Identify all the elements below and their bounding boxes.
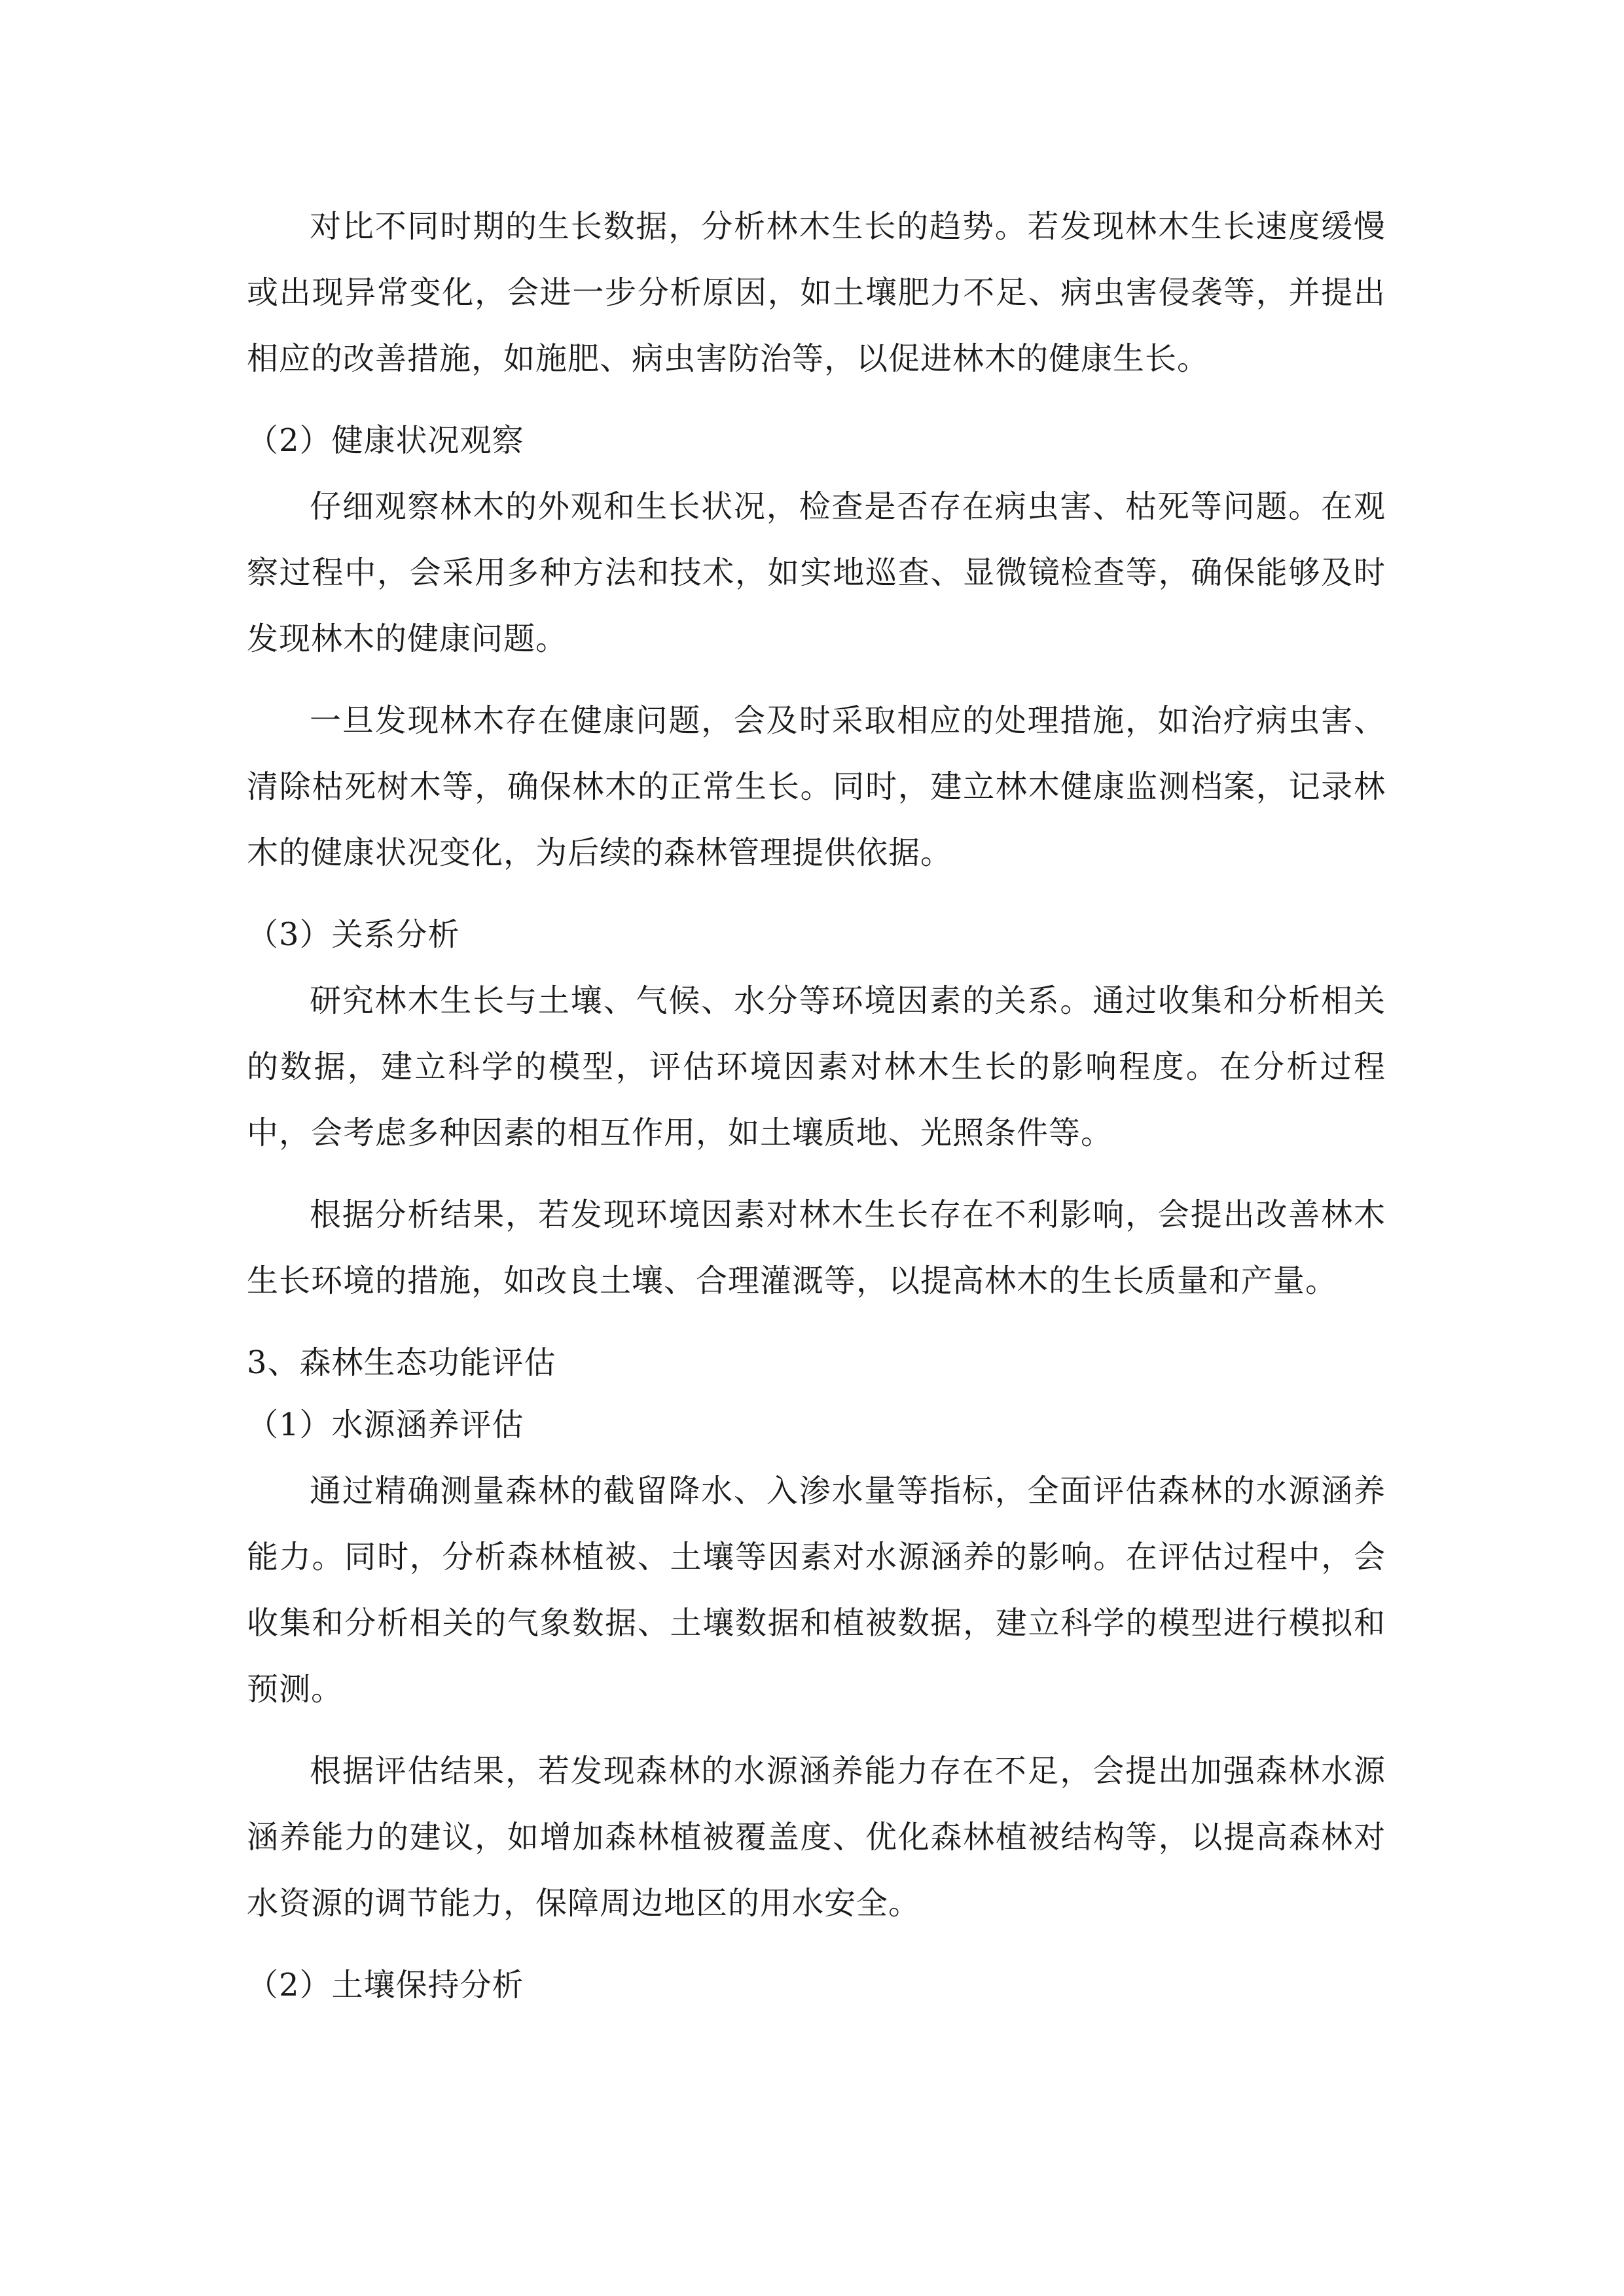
paragraph-health-inspection: 仔细观察林木的外观和生长状况，检查是否存在病虫害、枯死等问题。在观察过程中，会采用多种方法和技术，如实地巡查、显微镜检查等，确保能够及时发现林木的健康问题。 bbox=[247, 488, 1386, 657]
paragraph-environment-measures: 根据分析结果，若发现环境因素对林木生长存在不利影响，会提出改善林木生长环境的措施，如改良土壤、合理灌溉等，以提高林木的生长质量和产量。 bbox=[247, 1196, 1386, 1299]
paragraph-water-suggestions: 根据评估结果，若发现森林的水源涵养能力存在不足，会提出加强森林水源涵养能力的建议，如增加森林植被覆盖度、优化森林植被结构等，以提高森林对水资源的调节能力，保障周边地区的用水安全。 bbox=[247, 1753, 1386, 1922]
document-body bbox=[247, 194, 1386, 2018]
heading-soil-conservation: （2）土壤保持分析 bbox=[247, 1967, 524, 2003]
paragraph-water-assessment: 通过精确测量森林的截留降水、入渗水量等指标，全面评估森林的水源涵养能力。同时，分析森林植被、土壤等因素对水源涵养的影响。在评估过程中，会收集和分析相关的气象数据、土壤数据和植被数据，建立科学的模型进行模拟和预测。 bbox=[247, 1473, 1386, 1708]
paragraph-environment-research: 研究林木生长与土壤、气候、水分等环境因素的关系。通过收集和分析相关的数据，建立科学的模型，评估环境因素对林木生长的影响程度。在分析过程中，会考虑多种因素的相互作用，如土壤质地、光照条件等。 bbox=[247, 982, 1386, 1151]
heading-relationship-analysis: （3）关系分析 bbox=[247, 916, 460, 953]
paragraph-health-response: 一旦发现林木存在健康问题，会及时采取相应的处理措施，如治疗病虫害、清除枯死树木等，确保林木的正常生长。同时，建立林木健康监测档案，记录林木的健康状况变化，为后续的森林管理提供依据。 bbox=[247, 702, 1386, 871]
heading-water-conservation: （1）水源涵养评估 bbox=[247, 1407, 524, 1443]
heading-ecological-function: 3、森林生态功能评估 bbox=[247, 1344, 556, 1381]
heading-health-observation: （2）健康状况观察 bbox=[247, 422, 524, 459]
paragraph-growth-trend: 对比不同时期的生长数据，分析林木生长的趋势。若发现林木生长速度缓慢或出现异常变化，会进一步分析原因，如土壤肥力不足、病虫害侵袭等，并提出相应的改善措施，如施肥、病虫害防治等，以促进林木的健康生长。 bbox=[247, 208, 1386, 377]
